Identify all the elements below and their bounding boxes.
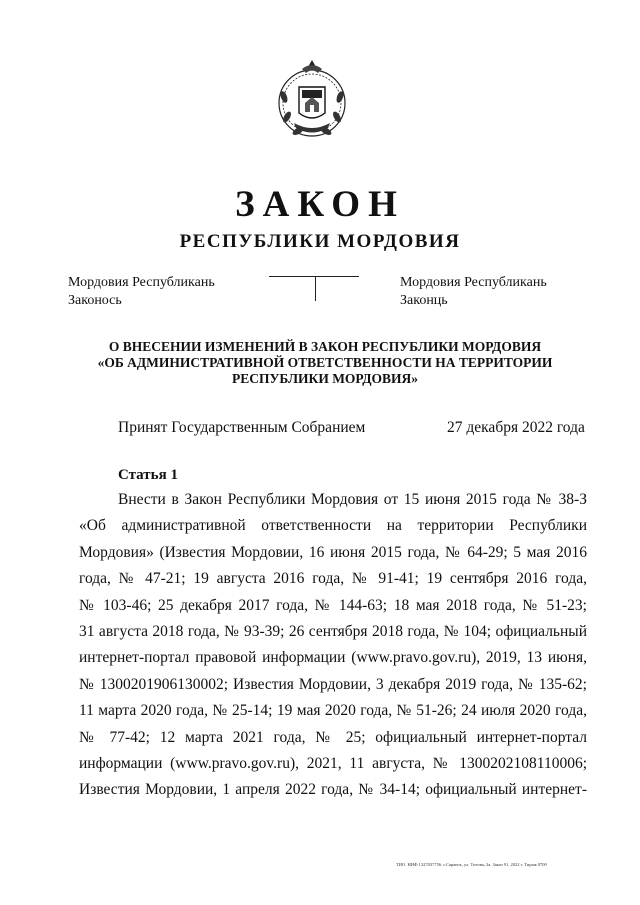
translation-right-line: Мордовия Республикань	[400, 275, 547, 290]
article-line: интернет-портал правовой информации (www.pravo.gov.ru), 2019, 13 июня,	[79, 649, 587, 667]
article-line: 31 августа 2018 года, № 93-39; 26 сентября 2018 года, № 104; официальный	[79, 622, 587, 640]
translation-right-line: Законць	[400, 293, 448, 308]
print-imprint: ТИО. НИФ 1327037756. г.Саранск, ул. Титова, 2а. Заказ 91. 2022 г. Тираж 0700	[396, 862, 547, 867]
divider-vertical	[315, 276, 316, 301]
article-title: Статья 1	[118, 467, 178, 483]
article-line: № 103-46; 25 декабря 2017 года, № 144-63; 18 мая 2018 года, № 51-23;	[79, 596, 587, 614]
divider-horizontal	[269, 276, 359, 277]
law-heading-line: «ОБ АДМИНИСТРАТИВНОЙ ОТВЕТСТВЕННОСТИ НА ТЕРРИТОРИИ	[97, 355, 553, 370]
law-heading-line: РЕСПУБЛИКИ МОРДОВИЯ»	[231, 371, 419, 386]
article-line: Внести в Закон Республики Мордовия от 15 июня 2015 года № 38-З	[118, 491, 587, 508]
law-heading-line: О ВНЕСЕНИИ ИЗМЕНЕНИЙ В ЗАКОН РЕСПУБЛИКИ МОРДОВИЯ	[108, 339, 542, 354]
article-line: № 77-42; 12 марта 2021 года, № 25; официальный интернет-портал	[79, 728, 587, 746]
article-body	[79, 487, 587, 804]
document-subtitle: РЕСПУБЛИКИ МОРДОВИЯ	[179, 231, 461, 252]
mordovia-coat-of-arms-icon	[272, 57, 352, 141]
translation-right	[400, 274, 547, 310]
translation-left	[68, 274, 215, 310]
article-line: № 1300201906130002; Известия Мордовии, 3 декабря 2019 года, № 135-62;	[79, 675, 587, 693]
article-line: информации (www.pravo.gov.ru), 2021, 11 августа, № 1300202108110006;	[79, 754, 587, 772]
law-heading	[90, 339, 560, 387]
document-title: ЗАКОН	[235, 184, 405, 225]
article-line: 11 марта 2020 года, № 25-14; 19 мая 2020 года, № 51-26; 24 июля 2020 года,	[79, 702, 587, 720]
adopted-by: Принят Государственным Собранием	[118, 419, 366, 436]
adopted-date: 27 декабря 2022 года	[447, 419, 585, 436]
article-line: Мордовия» (Известия Мордовии, 16 июня 2015 года, № 64-29; 5 мая 2016	[79, 543, 587, 561]
article-line: «Об административной ответственности на территории Республики	[79, 517, 587, 535]
translation-left-line: Мордовия Республикань	[68, 275, 215, 290]
article-line: года, № 47-21; 19 августа 2016 года, № 91-41; 19 сентября 2016 года,	[79, 570, 587, 588]
translation-left-line: Законось	[68, 293, 122, 308]
article-line: Известия Мордовии, 1 апреля 2022 года, № 34-14; официальный интернет-	[79, 781, 587, 799]
